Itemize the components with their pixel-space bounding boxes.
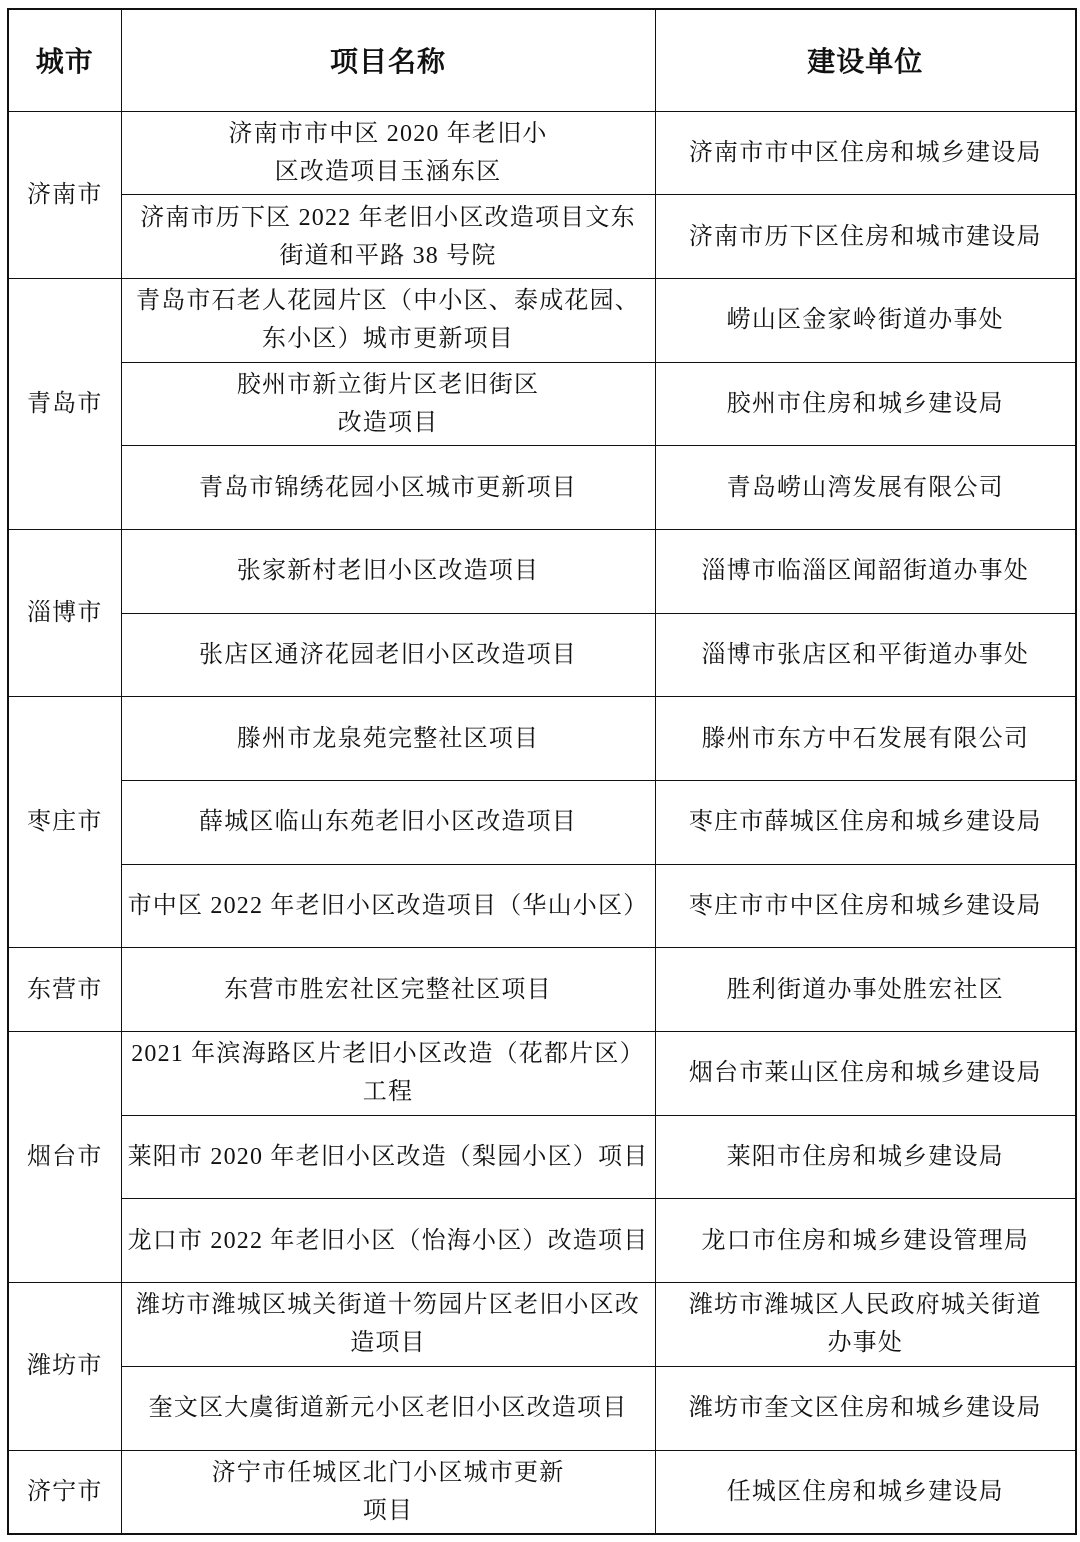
project-cell: 东营市胜宏社区完整社区项目 [121, 948, 655, 1032]
city-cell: 青岛市 [8, 278, 121, 529]
header-unit: 建设单位 [655, 9, 1076, 111]
project-cell: 市中区 2022 年老旧小区改造项目（华山小区） [121, 864, 655, 948]
table-row [8, 195, 1076, 279]
unit-cell: 任城区住房和城乡建设局 [655, 1450, 1076, 1534]
table-row [8, 781, 1076, 865]
project-cell: 张店区通济花园老旧小区改造项目 [121, 613, 655, 697]
project-cell: 济宁市任城区北门小区城市更新 项目 [121, 1450, 655, 1534]
unit-cell: 胶州市住房和城乡建设局 [655, 362, 1076, 446]
project-cell: 济南市市中区 2020 年老旧小 区改造项目玉涵东区 [121, 111, 655, 195]
project-cell: 青岛市锦绣花园小区城市更新项目 [121, 446, 655, 530]
table-row [8, 111, 1076, 195]
table-row [8, 864, 1076, 948]
project-cell: 莱阳市 2020 年老旧小区改造（梨园小区）项目 [121, 1115, 655, 1199]
unit-cell: 淄博市临淄区闻韶街道办事处 [655, 529, 1076, 613]
table-row [8, 1450, 1076, 1534]
unit-cell: 潍坊市潍城区人民政府城关街道 办事处 [655, 1283, 1076, 1367]
unit-cell: 烟台市莱山区住房和城乡建设局 [655, 1032, 1076, 1116]
project-cell: 奎文区大虞街道新元小区老旧小区改造项目 [121, 1366, 655, 1450]
unit-cell: 青岛崂山湾发展有限公司 [655, 446, 1076, 530]
table-row [8, 1199, 1076, 1283]
table-row [8, 278, 1076, 362]
project-cell: 滕州市龙泉苑完整社区项目 [121, 697, 655, 781]
city-cell: 济宁市 [8, 1450, 121, 1534]
table-row [8, 529, 1076, 613]
table-row [8, 1115, 1076, 1199]
city-cell: 淄博市 [8, 529, 121, 696]
city-cell: 枣庄市 [8, 697, 121, 948]
table-row [8, 948, 1076, 1032]
table-row [8, 446, 1076, 530]
table-row [8, 1032, 1076, 1116]
unit-cell: 龙口市住房和城乡建设管理局 [655, 1199, 1076, 1283]
project-cell: 张家新村老旧小区改造项目 [121, 529, 655, 613]
project-cell: 济南市历下区 2022 年老旧小区改造项目文东 街道和平路 38 号院 [121, 195, 655, 279]
project-cell: 龙口市 2022 年老旧小区（怡海小区）改造项目 [121, 1199, 655, 1283]
unit-cell: 莱阳市住房和城乡建设局 [655, 1115, 1076, 1199]
unit-cell: 济南市历下区住房和城市建设局 [655, 195, 1076, 279]
city-cell: 东营市 [8, 948, 121, 1032]
table-row [8, 1366, 1076, 1450]
unit-cell: 滕州市东方中石发展有限公司 [655, 697, 1076, 781]
unit-cell: 枣庄市市中区住房和城乡建设局 [655, 864, 1076, 948]
table-row [8, 1283, 1076, 1367]
unit-cell: 潍坊市奎文区住房和城乡建设局 [655, 1366, 1076, 1450]
city-cell: 潍坊市 [8, 1283, 121, 1450]
header-project: 项目名称 [121, 9, 655, 111]
project-cell: 潍坊市潍城区城关街道十笏园片区老旧小区改 造项目 [121, 1283, 655, 1367]
table-row [8, 697, 1076, 781]
table-row [8, 613, 1076, 697]
table-row [8, 362, 1076, 446]
header-row [8, 9, 1076, 111]
city-cell: 济南市 [8, 111, 121, 278]
unit-cell: 枣庄市薛城区住房和城乡建设局 [655, 781, 1076, 865]
project-cell: 2021 年滨海路区片老旧小区改造（花都片区） 工程 [121, 1032, 655, 1116]
unit-cell: 崂山区金家岭街道办事处 [655, 278, 1076, 362]
unit-cell: 胜利街道办事处胜宏社区 [655, 948, 1076, 1032]
unit-cell: 淄博市张店区和平街道办事处 [655, 613, 1076, 697]
project-table [7, 8, 1077, 1535]
project-cell: 胶州市新立街片区老旧街区 改造项目 [121, 362, 655, 446]
project-cell: 青岛市石老人花园片区（中小区、泰成花园、 东小区）城市更新项目 [121, 278, 655, 362]
project-cell: 薛城区临山东苑老旧小区改造项目 [121, 781, 655, 865]
unit-cell: 济南市市中区住房和城乡建设局 [655, 111, 1076, 195]
city-cell: 烟台市 [8, 1032, 121, 1283]
header-city: 城市 [8, 9, 121, 111]
